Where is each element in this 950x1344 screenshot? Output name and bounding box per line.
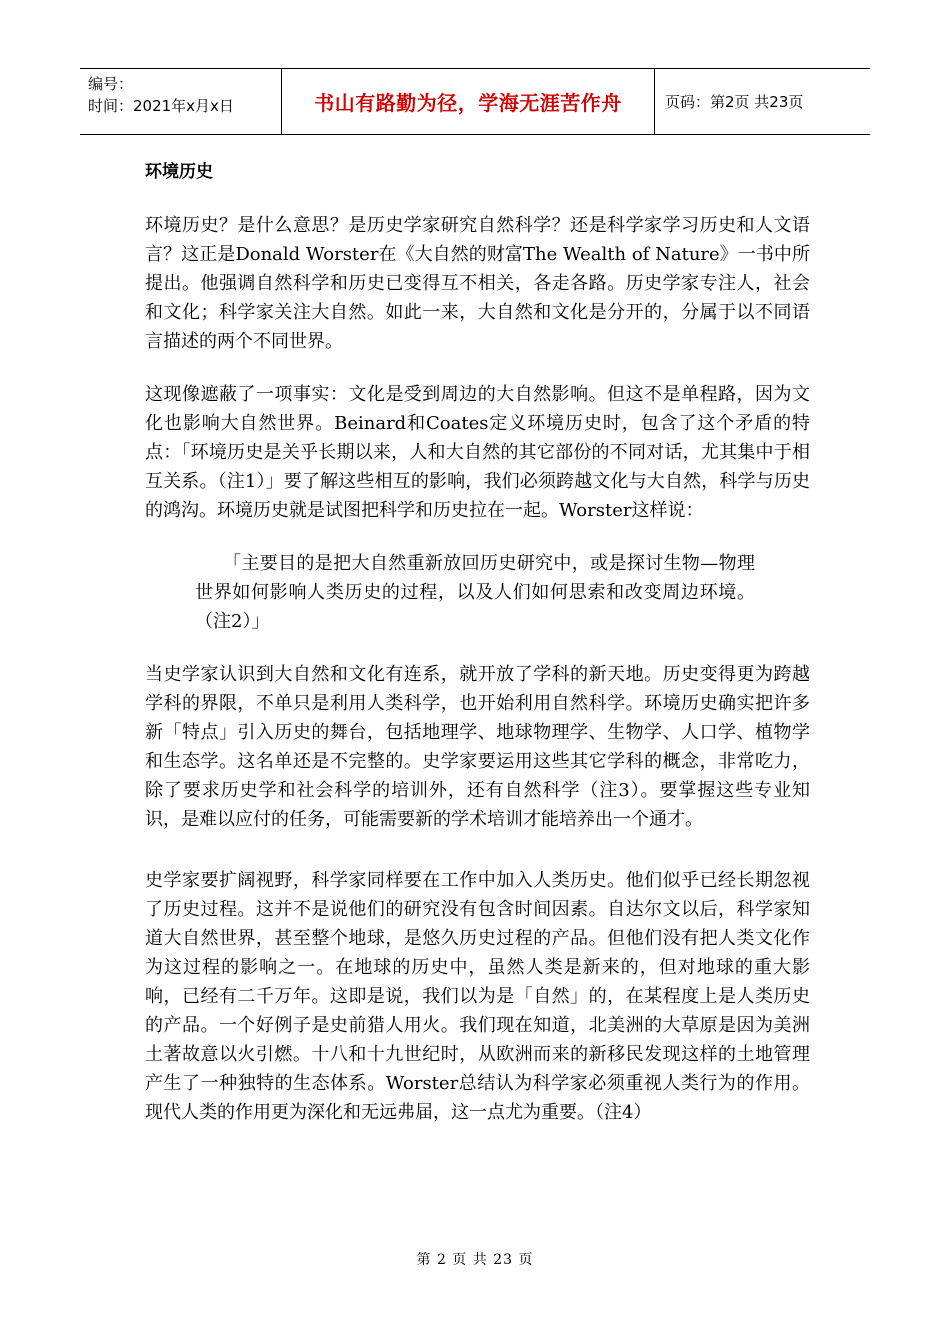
document-title: 环境历史 [145, 162, 213, 182]
paragraph-2: 这现像遮蔽了一项事实：文化是受到周边的大自然影响。但这不是单程路，因为文化也影响大自然世界。Beinard和Coates定义环境历史时，包含了这个矛盾的特点：「环境历史是关乎长期以来，人和大自然的其它部份的不同对话，尤其集中于相互关系。（注1）」要了解这些相互的影响，我们必须跨越文化与大自然，科学与历史的鸿沟。环境历史就是试图把科学和历史拉在一起。Worster这样说： [145, 384, 810, 521]
page-footer: 第 2 页 共 23 页 [416, 1252, 534, 1268]
date-label: 时间：2021年x月x日 [88, 97, 234, 115]
paragraph-4: 史学家要扩阔视野，科学家同样要在工作中加入人类历史。他们似乎已经长期忽视了历史过程。这并不是说他们的研究没有包含时间因素。自达尔文以后，科学家知道大自然世界，甚至整个地球，是悠久历史过程的产品。但他们没有把人类文化作为这过程的影响之一。在地球的历史中，虽然人类是新来的，但对地球的重大影响，已经有二千万年。这即是说，我们以为是「自然」的，在某程度上是人类历史的产品。一个好例子是史前猎人用火。我们现在知道，北美洲的大草原是因为美洲土著故意以火引燃。十八和十九世纪时，从欧洲而来的新移民发现这样的土地管理产生了一种独特的生态体系。Worster总结认为科学家必须重视人类行为的作用。现代人类的作用更为深化和无远弗届，这一点尤为重要。（注4） [145, 870, 810, 1123]
paragraph-1: 环境历史？是什么意思？是历史学家研究自然科学？还是科学家学习历史和人文语言？这正是Donald Worster在《大自然的财富The Wealth of Nature》一书中所提出。他强调自然科学和历史已变得互不相关，各走各路。历史学家专注人，社会和文化；科学家关注大自然。如此一来，大自然和文化是分开的，分属于以不同语言描述的两个不同世界。 [145, 215, 810, 352]
number-label: 编号： [88, 75, 134, 93]
header-left-cell [80, 69, 282, 134]
header-page-cell [655, 69, 870, 134]
paragraph-3: 当史学家认识到大自然和文化有连系，就开放了学科的新天地。历史变得更为跨越学科的界限，不单只是利用人类科学，也开始利用自然科学。环境历史确实把许多新「特点」引入历史的舞台，包括地理学、地球物理学、生物学、人口学、植物学和生态学。这名单还是不完整的。史学家要运用这些其它学科的概念，非常吃力，除了要求历史学和社会科学的培训外，还有自然科学（注3）。要掌握这些专业知识，是难以应付的任务，可能需要新的学术培训才能培养出一个通才。 [145, 664, 810, 830]
header-table [80, 68, 870, 135]
motto-text: 书山有路勤为径，学海无涯苦作舟 [314, 91, 622, 115]
block-quote: 「主要目的是把大自然重新放回历史研究中，或是探讨生物—物理世界如何影响人类历史的过程，以及人们如何思索和改变周边环境。（注2）」 [195, 553, 755, 632]
document-body [145, 158, 810, 1151]
page-info: 页码：第2页 共23页 [665, 93, 804, 111]
header-motto-cell [282, 69, 655, 134]
